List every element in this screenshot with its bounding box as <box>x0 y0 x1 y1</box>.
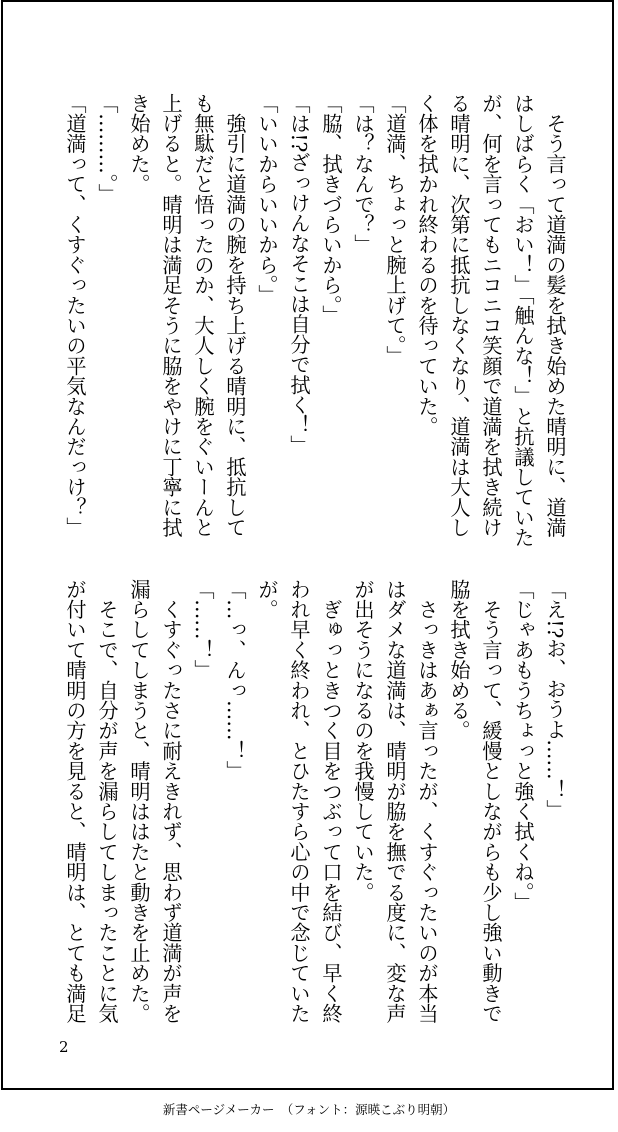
page-number: 2 <box>59 1038 69 1056</box>
text-line: 「道満、ちょっと腕上げて。」 <box>383 93 407 366</box>
text-line: 「は？なんで？」 <box>351 93 375 255</box>
text-line: 「………。」 <box>95 93 119 205</box>
text-line: 「脇、拭きづらいから。」 <box>319 93 343 326</box>
book-page <box>1 0 614 1090</box>
text-line: そう言って、緩慢としながらも少し強い動きで <box>479 579 503 1024</box>
text-line: が出そうになるのを我慢していた。 <box>351 579 375 903</box>
text-line: 上げると。晴明は満足そうに脇をやけに丁寧に拭 <box>159 93 183 538</box>
text-line: る晴明に、次第に抵抗しなくなり、道満は大人し <box>447 93 471 538</box>
text-line: 「…っ、んっ……！」 <box>223 579 247 781</box>
text-line: そこで、自分が声を漏らしてしまったことに気 <box>95 579 119 1024</box>
text-line: 「え!?お、おうよ……！」 <box>543 579 567 821</box>
footer-credit: 新書ページメーカー （フォント：源暎こぶり明朝） <box>162 1102 456 1117</box>
text-line: 「じゃあもうちょっと強く拭くね。」 <box>511 579 535 913</box>
text-line: ぎゅっときつく目をつぶって口を結び、早く終 <box>319 579 343 1024</box>
text-line: 脇を拭き始める。 <box>447 579 471 741</box>
text-line: が付いて晴明の方を見ると、晴明は、とても満足 <box>63 579 87 1024</box>
text-line: が。 <box>255 579 279 620</box>
text-line: はしばらく「おい！」「触んな！」と抗議していた <box>511 93 535 548</box>
text-line: 「は!?ざっけんなそこは自分で拭く！」 <box>287 93 311 456</box>
text-line: 漏らしてしまうと、晴明ははたと動きを止めた。 <box>127 579 151 1024</box>
bottom-text-block <box>49 579 571 1024</box>
text-line: くすぐったさに耐えきれず、思わず道満が声を <box>159 579 183 1024</box>
text-line: 「道満って、くすぐったいの平気なんだっけ？」 <box>63 93 87 538</box>
top-text-block <box>49 93 571 548</box>
text-line: はダメな道満は、晴明が脇を撫でる度に、変な声 <box>383 579 407 1024</box>
text-line: き始めた。 <box>127 93 151 194</box>
text-line: われ早く終われ、とひたすら心の中で念じていた <box>287 579 311 1024</box>
text-line: 強引に道満の腕を持ち上げる晴明に、抵抗して <box>223 93 247 538</box>
text-line: 「……！」 <box>191 579 215 680</box>
text-line: が、何を言ってもニコニコ笑顔で道満を拭き続け <box>479 93 503 538</box>
text-line: 「いいからいいから。」 <box>255 93 279 306</box>
text-line: く体を拭かれ終わるのを待っていた。 <box>415 93 439 437</box>
text-line: も無駄だと悟ったのか、大人しく腕をぐいーんと <box>191 93 215 538</box>
text-line: さっきはあぁ言ったが、くすぐったいのが本当 <box>415 579 439 1024</box>
text-line: そう言って道満の髪を拭き始めた晴明に、道満 <box>543 93 567 538</box>
